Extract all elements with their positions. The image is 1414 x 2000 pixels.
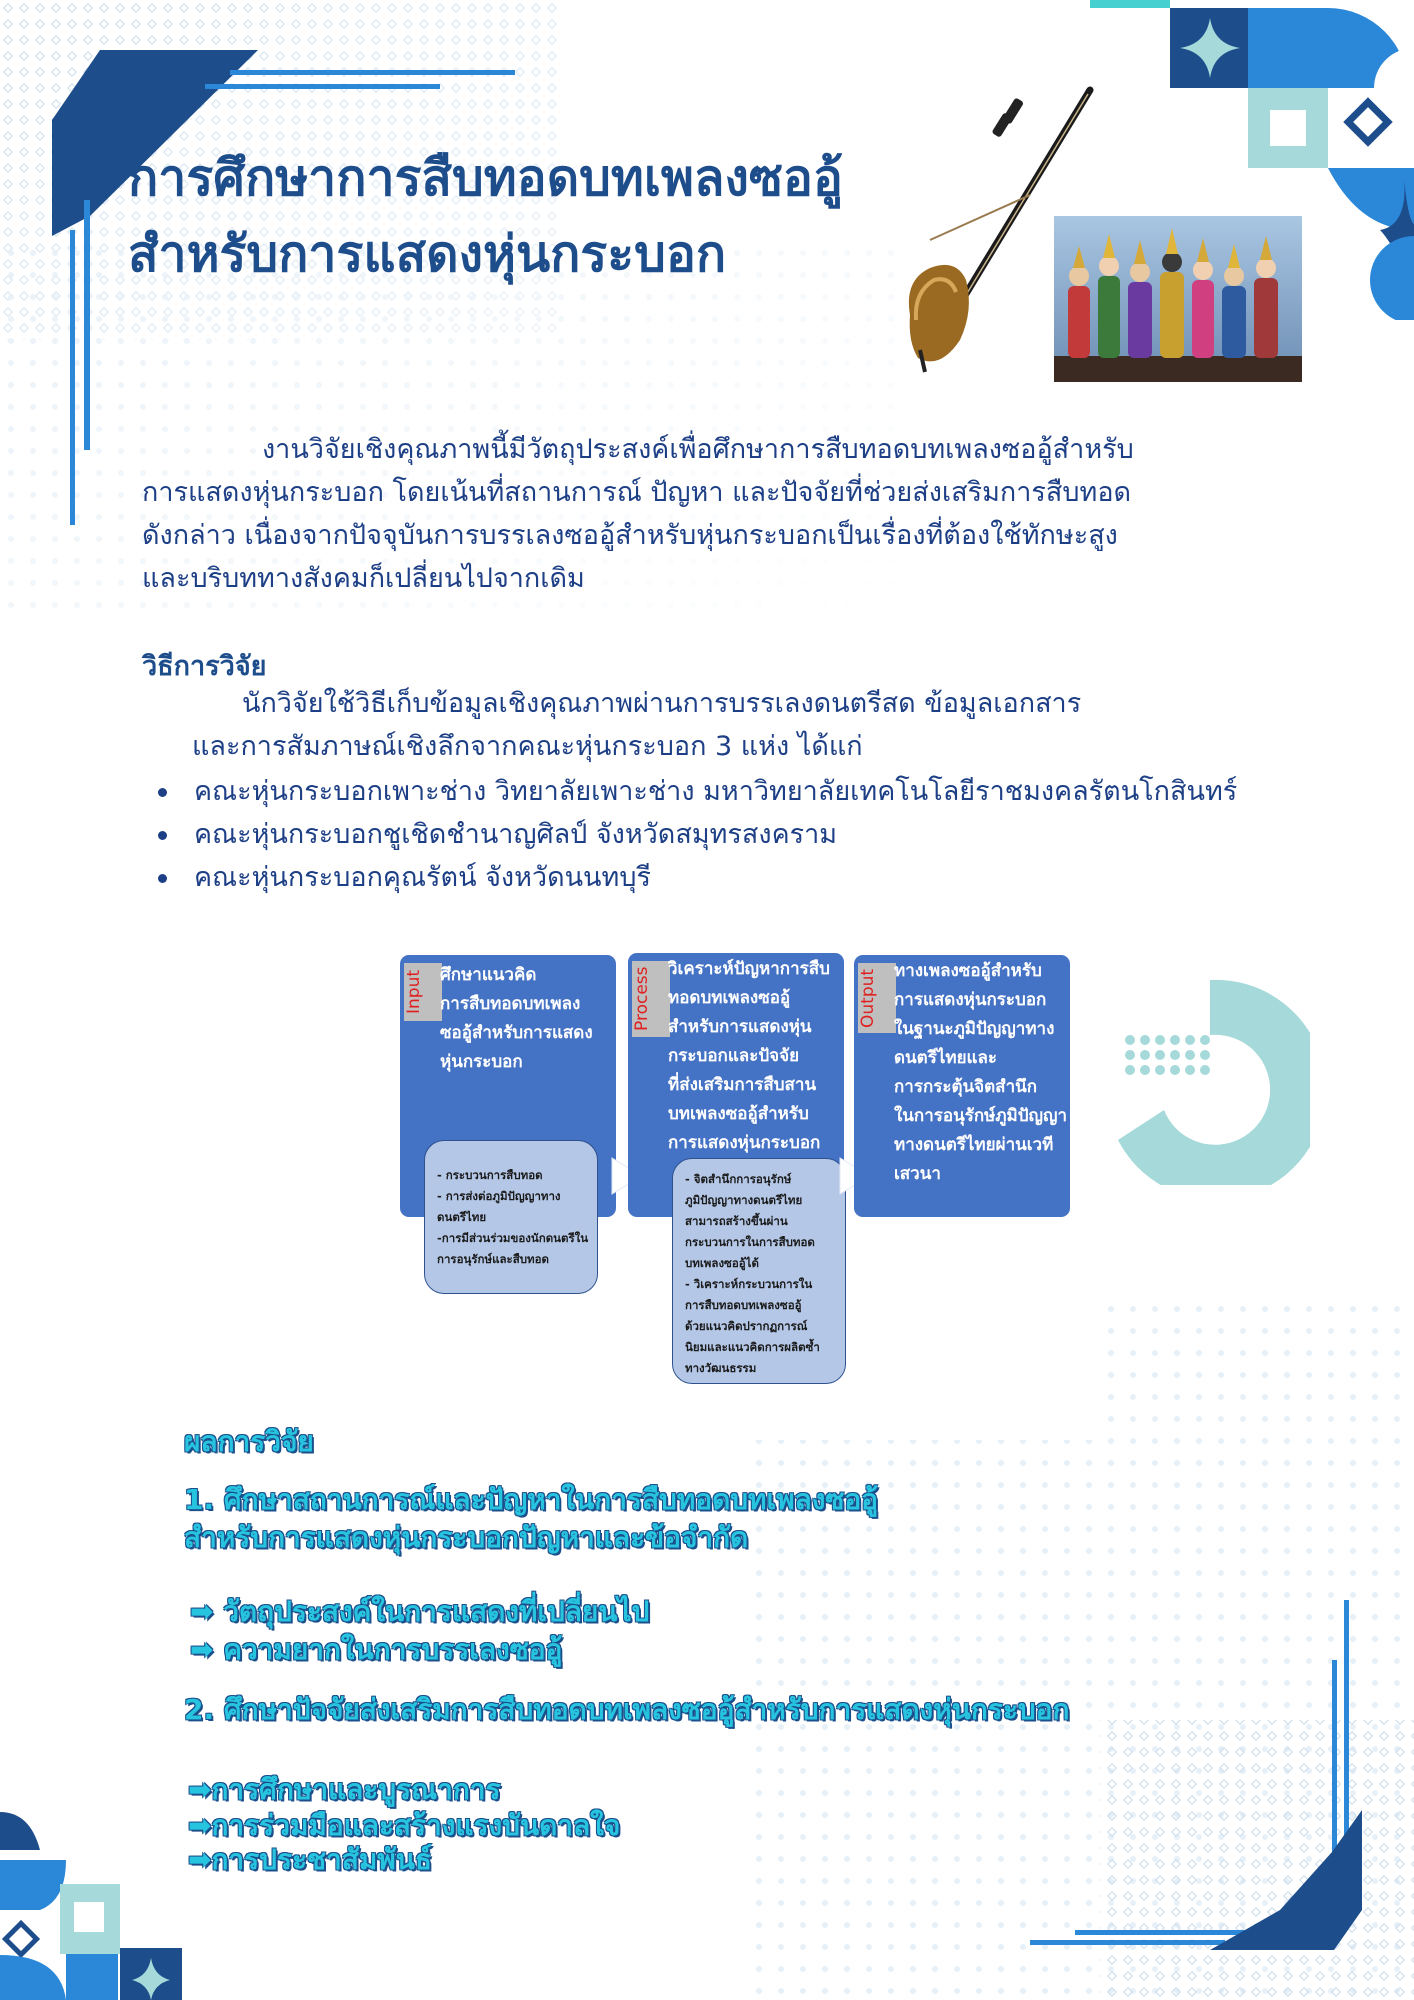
list-item: คณะหุ่นกระบอกชูเชิดชำนาญศิลป์ จังหวัดสมุทรสงคราม [142, 813, 1237, 856]
result-2-point-1: ➡การศึกษาและบูรณาการ [188, 1773, 501, 1806]
intro-line-2: การแสดงหุ่นกระบอก โดยเน้นที่สถานการณ์ ปัญหา และปัจจัยที่ช่วยส่งเสริมการสืบทอด [142, 477, 1132, 508]
output-text: ทางเพลงซออู้สำหรับ การแสดงหุ่นกระบอก ในฐานะภูมิปัญญาทาง ดนตรีไทยและ การกระตุ้นจิตสำนึก ในการอนุรักษ์ภูมิปัญญา ทางดนตรีไทยผ่านเวที เสวนา [894, 961, 1068, 1184]
process-subbox: - จิตสำนึกการอนุรักษ์ ภูมิปัญญาทางดนตรีไทย สามารถสร้างขึ้นผ่าน กระบวนการในการสืบทอด บทเพลงซออู้ได้ - วิเคราะห์กระบวนการใน การสืบทอดบทเพลงซออู้ ด้วยแนวคิดปรากฏการณ์ นิยมและแนวคิดการผลิตซ้ำ ทางวัฒนธรรม [672, 1158, 846, 1384]
intro-paragraph [142, 428, 1202, 600]
results-heading: ผลการวิจัย [184, 1425, 314, 1458]
intro-line-4: และบริบททางสังคมก็เปลี่ยนไปจากเดิม [142, 563, 585, 594]
input-text: ศึกษาแนวคิด การสืบทอดบทเพลง ซออู้สำหรับการแสดง หุ่นกระบอก [440, 965, 593, 1072]
result-1-point-1: ➡ วัตถุประสงค์ในการแสดงที่เปลี่ยนไป [190, 1595, 650, 1628]
process-text: วิเคราะห์ปัญหาการสืบ ทอดบทเพลงซออู้ สำหรับการแสดงหุ่น กระบอกและปัจจัย ที่ส่งเสริมการสืบสาน บทเพลงซออู้สำหรับ การแสดงหุ่นกระบอก [668, 959, 830, 1153]
result-2-point-2: ➡การร่วมมือและสร้างแรงบันดาลใจ [188, 1809, 621, 1842]
input-tag: Input [404, 963, 442, 1021]
puppet-troupe-list [142, 770, 1237, 899]
input-subbox: - กระบวนการสืบทอด - การส่งต่อภูมิปัญญาทาง ดนตรีไทย -การมีส่วนร่วมของนักดนตรีใน การอนุรักษ์และสืบทอด [424, 1140, 598, 1294]
method-line-2: และการสัมภาษณ์เชิงลึกจากคณะหุ่นกระบอก 3 แห่ง ได้แก่ [192, 731, 863, 762]
result-1-point-2: ➡ ความยากในการบรรเลงซออู้ [190, 1633, 563, 1666]
teal-arc-decoration [1090, 975, 1310, 1185]
list-item: คณะหุ่นกระบอกคุณรัตน์ จังหวัดนนทบุรี [142, 856, 1237, 899]
corner-decoration-bottom-right [1010, 1590, 1414, 2000]
list-item: คณะหุ่นกระบอกเพาะช่าง วิทยาลัยเพาะช่าง มหาวิทยาลัยเทคโนโลยีราชมงคลรัตนโกสินทร์ [142, 770, 1237, 813]
result-2-point-3: ➡การประชาสัมพันธ์ [188, 1843, 432, 1876]
title-line-2: สำหรับการแสดงหุ่นกระบอก [128, 225, 727, 283]
method-paragraph [142, 682, 1242, 768]
output-tag: Output [858, 963, 896, 1033]
intro-line-3: ดังกล่าว เนื่องจากปัจจุบันการบรรเลงซออู้สำหรับหุ่นกระบอกเป็นเรื่องที่ต้องใช้ทักษะสูง [142, 520, 1118, 551]
method-heading: วิธีการวิจัย [142, 651, 267, 682]
process-tag: Process [632, 961, 670, 1037]
result-1-line-2: สำหรับการแสดงหุ่นกระบอกปัญหาและข้อจำกัด [184, 1521, 749, 1554]
result-2-line: 2. ศึกษาปัจจัยส่งเสริมการสืบทอดบทเพลงซออู้สำหรับการแสดงหุ่นกระบอก [184, 1693, 1070, 1726]
result-1-line-1: 1. ศึกษาสถานการณ์และปัญหาในการสืบทอดบทเพลงซออู้ [184, 1483, 878, 1516]
intro-line-1: งานวิจัยเชิงคุณภาพนี้มีวัตถุประสงค์เพื่อศึกษาการสืบทอดบทเพลงซออู้สำหรับ [262, 434, 1134, 465]
corner-decoration-bottom-left [0, 1800, 190, 2000]
method-line-1: นักวิจัยใช้วิธีเก็บข้อมูลเชิงคุณภาพผ่านการบรรเลงดนตรีสด ข้อมูลเอกสาร [242, 688, 1082, 719]
thai-rod-puppets-photo [1054, 216, 1302, 382]
output-box [854, 955, 1070, 1217]
page-title [128, 140, 843, 292]
title-line-1: การศึกษาการสืบทอดบทเพลงซออู้ [128, 149, 843, 207]
